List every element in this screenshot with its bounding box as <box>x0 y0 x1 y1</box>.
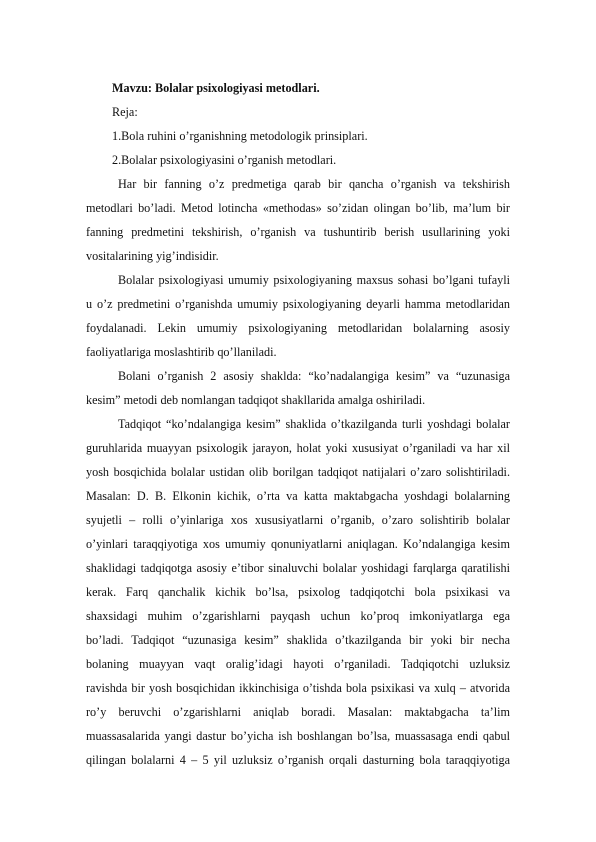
paragraph-line: muassasalarida yangi dastur bo’yicha ish boshlangan bo’lsa, muassasaga endi qabul <box>86 729 510 743</box>
paragraph-line: ro’y beruvchi o’zgarishlarni aniqlab boradi. Masalan: maktabgacha ta’lim <box>86 705 510 719</box>
plan-label: Reja: <box>112 105 138 119</box>
paragraph-line: kesim” metodi deb nomlangan tadqiqot shakllarida amalga oshiriladi. <box>86 393 426 407</box>
paragraph-line: ravishda bir yosh bosqichidan ikkinchisiga o’tishda bola psixikasi va xulq – atvorida <box>86 681 510 695</box>
plan-item: 1.Bola ruhini o’rganishning metodologik prinsiplari. <box>112 129 368 143</box>
paragraph-line: shaklidagi tadqiqotga asosiy e’tibor sinaluvchi bolalar yoshidagi farqlarga qaratilishi <box>86 561 510 575</box>
paragraph-line: faoliyatlariga moslashtirib qo’llaniladi. <box>86 345 277 359</box>
document-title: Mavzu: Bolalar psixologiyasi metodlari. <box>112 81 320 95</box>
paragraph-line: syujetli – rolli o’yinlariga xos xususiyatlarni o’rganib, o’zaro solishtirib bolalar <box>86 513 510 527</box>
paragraph-line: kerak. Farq qanchalik kichik bo’lsa, psixolog tadqiqotchi bola psixikasi va <box>86 585 510 599</box>
paragraph-line: bo’ladi. Tadqiqot “uzunasiga kesim” shaklida o’tkazilganda bir yoki bir necha <box>86 633 510 647</box>
paragraph-line: Masalan: D. B. Elkonin kichik, o’rta va katta maktabgacha yoshdagi bolalarning <box>86 489 510 503</box>
paragraph-line: shaxsidagi muhim o’zgarishlarni payqash uchun ko’proq imkoniyatlarga ega <box>86 609 510 623</box>
plan-item: 2.Bolalar psixologiyasini o’rganish metodlari. <box>112 153 337 167</box>
paragraph-line: Tadqiqot “ko’ndalangiga kesim” shaklida o’tkazilganda turli yoshdagi bolalar <box>118 417 510 431</box>
paragraph-line: yosh bosqichida bolalar ustidan olib borilgan tadqiqot natijalari o’zaro solishtiriladi. <box>86 465 510 479</box>
paragraph-line: u o’z predmetini o’rganishda umumiy psixologiyaning deyarli hamma metodlaridan <box>86 297 510 311</box>
paragraph-line: guruhlarida muayyan psixologik jarayon, holat yoki xususiyat o’rganiladi va har xil <box>86 441 510 455</box>
paragraph-line: vositalarining yig’indisidir. <box>86 249 219 263</box>
paragraph-line: o’yinlari taraqqiyotiga xos umumiy qonuniyatlarni aniqlagan. Ko’ndalangiga kesim <box>86 537 510 551</box>
paragraph-line: qilingan bolalarni 4 – 5 yil uzluksiz o’rganish orqali dasturning bola taraqqiyotiga <box>86 753 510 767</box>
paragraph-line: Har bir fanning o’z predmetiga qarab bir qancha o’rganish va tekshirish <box>118 177 510 191</box>
paragraph-line: fanning predmetini tekshirish, o’rganish va tushuntirib berish usullarining yoki <box>86 225 510 239</box>
paragraph-line: bolaning muayyan vaqt oralig’idagi hayoti o’rganiladi. Tadqiqotchi uzluksiz <box>86 657 510 671</box>
paragraph-line: metodlari bo’ladi. Metod lotincha «methodas» so’zidan olingan bo’lib, ma’lum bir <box>86 201 510 215</box>
paragraph-line: foydalanadi. Lekin umumiy psixologiyaning metodlaridan bolalarning asosiy <box>86 321 510 335</box>
paragraph-line: Bolani o’rganish 2 asosiy shaklda: “ko’nadalangiga kesim” va “uzunasiga <box>118 369 510 383</box>
paragraph-line: Bolalar psixologiyasi umumiy psixologiyaning maxsus sohasi bo’lgani tufayli <box>118 273 510 287</box>
